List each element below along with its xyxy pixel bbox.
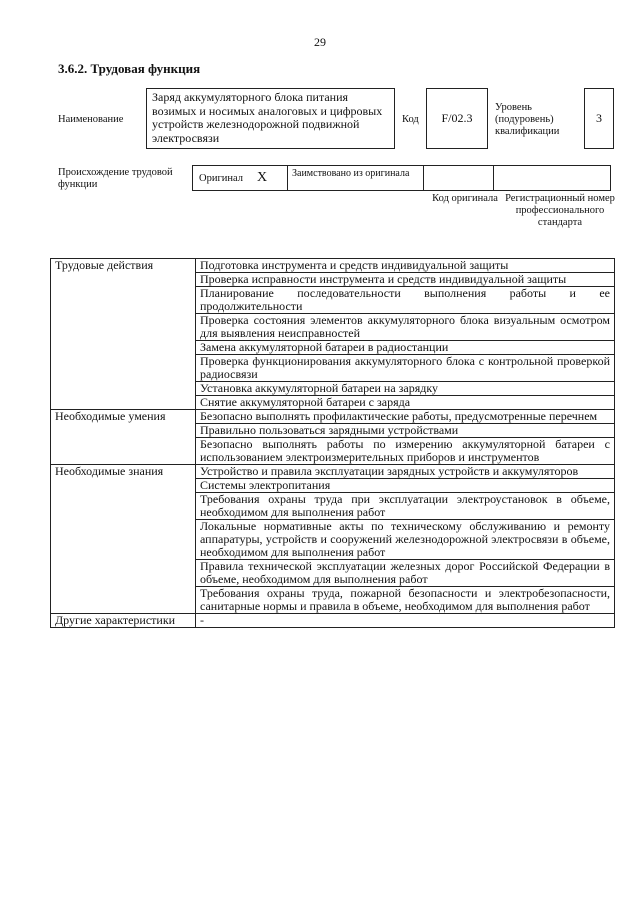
code-value-box: F/02.3 [426,88,488,149]
section-title-cell: Необходимые знания [51,465,196,614]
table-row [51,259,615,273]
section-item-cell: Устройство и правила эксплуатации зарядных устройств и аккумуляторов [196,465,615,479]
code-label: Код [402,114,419,125]
section-item-cell: Требования охраны труда, пожарной безопасности и электробезопасности, санитарные нормы и правила в объеме, необходимом для выполнения работ [196,587,615,614]
section-title-cell: Другие характеристики [51,614,196,628]
page-number: 29 [314,35,326,49]
section-item-cell: Требования охраны труда при эксплуатации электроустановок в объеме, необходимом для выполнения работ [196,493,615,520]
section-item-cell: Правильно пользоваться зарядными устройствами [196,424,615,438]
borrowed-cell: Заимствовано из оригинала [287,165,424,191]
section-item-cell: Подготовка инструмента и средств индивидуальной защиты [196,259,615,273]
section-item-cell: Безопасно выполнять профилактические работы, предусмотренные перечнем [196,410,615,424]
section-item-cell: Безопасно выполнять работы по измерению аккумуляторной батареи с использованием электроизмерительных приборов и инструментов [196,438,615,465]
table-row [51,410,615,424]
original-code-cell [423,165,494,191]
section-title: 3.6.2. Трудовая функция [58,61,201,76]
function-name-box: Заряд аккумуляторного блока питания возимых и носимых аналоговых и цифровых устройств железнодорожной подвижной электросвязи [146,88,395,149]
reg-caption: Регистрационный номер профессионального стандарта [505,193,615,228]
section-item-cell: Установка аккумуляторной батареи на зарядку [196,382,615,396]
reg-number-cell [493,165,611,191]
original-label: Оригинал [199,172,243,184]
original-cell [192,165,288,191]
section-title-cell: Необходимые умения [51,410,196,465]
section-item-cell: Локальные нормативные акты по техническому обслуживанию и ремонту аппаратуры, устройств и сооружений железнодорожной электросвязи в объеме, необходимом для выполнения работ [196,520,615,560]
section-item-cell: Снятие аккумуляторной батареи с заряда [196,396,615,410]
section-item-cell: Проверка исправности инструмента и средств индивидуальной защиты [196,273,615,287]
table-row [51,465,615,479]
function-table-body [51,259,615,628]
section-item-cell: Проверка функционирования аккумуляторного блока с контрольной проверкой радиосвязи [196,355,615,382]
section-item-cell: Системы электропитания [196,479,615,493]
section-item-cell: Проверка состояния элементов аккумуляторного блока визуальным осмотром для выявления неисправностей [196,314,615,341]
table-row [51,614,615,628]
code-caption: Код оригинала [432,193,498,204]
section-item-cell: - [196,614,615,628]
level-value-box: 3 [584,88,614,149]
origin-label: Происхождение трудовой функции [58,167,173,190]
section-title-cell: Трудовые действия [51,259,196,410]
section-item-cell: Правила технической эксплуатации железных дорог Российской Федерации в объеме, необходимом для выполнения работ [196,560,615,587]
level-label: Уровень (подуровень) квалификации [495,102,560,137]
original-mark: X [257,170,268,185]
function-table [50,258,615,628]
section-item-cell: Планирование последовательности выполнения работы и ее продолжительности [196,287,615,314]
section-item-cell: Замена аккумуляторной батареи в радиостанции [196,341,615,355]
origin-row [193,165,614,191]
name-label: Наименование [58,114,124,125]
